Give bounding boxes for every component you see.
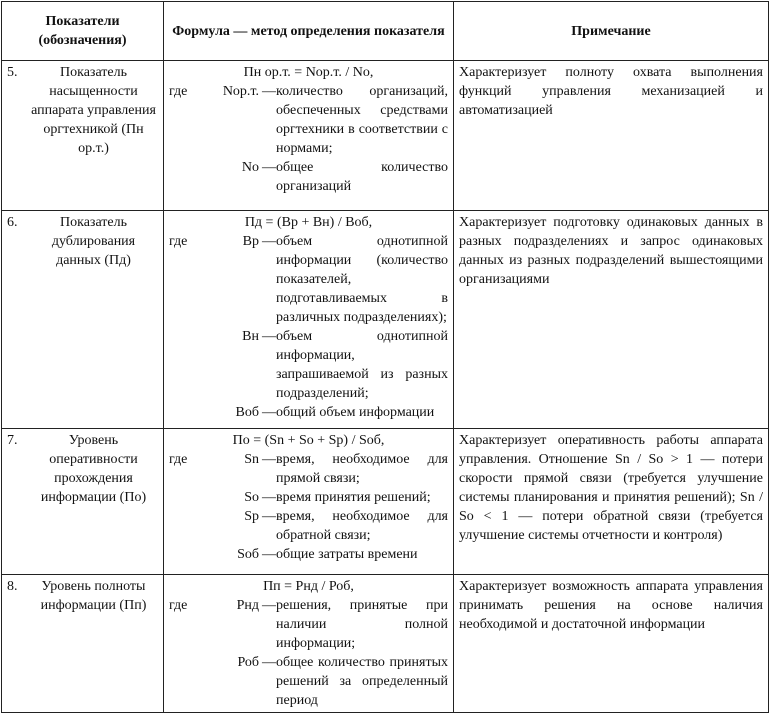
indicator bbox=[7, 63, 158, 158]
indicator-name: Уровень оперативности прохождения информации (По) bbox=[40, 433, 147, 505]
indicator-number: 5. bbox=[7, 65, 18, 80]
definition-symbol: Sоб bbox=[237, 547, 259, 562]
indicator-name: Показатель дублирования данных (Пд) bbox=[51, 215, 136, 268]
indicator bbox=[7, 213, 158, 270]
definition-symbol: Bоб bbox=[235, 405, 259, 420]
where-word bbox=[169, 158, 199, 196]
formula-definition bbox=[169, 507, 448, 545]
definition-symbol: Рнд bbox=[236, 598, 259, 613]
formula-definition bbox=[169, 158, 448, 196]
table-row bbox=[2, 61, 769, 211]
note-cell: Характеризует подготовку одинаковых данных в разных подразделениях и запрос одинаковых данных из разных подразделений вышестоящими организациями bbox=[454, 211, 769, 429]
formula: Пн ор.т. = Nор.т. / Nо, bbox=[243, 65, 374, 80]
indicator-number: 8. bbox=[7, 579, 18, 594]
formula-definition bbox=[169, 82, 448, 158]
header-indicators: Показатели (обозначения) bbox=[2, 2, 164, 61]
definition-dash: — bbox=[262, 234, 276, 249]
definition-text: общее количество организаций bbox=[276, 160, 448, 194]
definition-symbol: Bр bbox=[242, 234, 259, 249]
definition-symbol: Sp bbox=[244, 509, 259, 524]
definition-text: время принятия решений; bbox=[276, 490, 431, 505]
where-word bbox=[169, 327, 199, 403]
indicator-cell bbox=[2, 575, 164, 713]
definition-dash: — bbox=[262, 452, 276, 467]
formula: Пд = (Bр + Bн) / Bоб, bbox=[244, 215, 373, 230]
definition-dash: — bbox=[262, 160, 276, 175]
definition-text: общее количество принятых решений за определенный период bbox=[276, 655, 448, 708]
formula: Пп = Рнд / Роб, bbox=[263, 579, 354, 594]
formula-definition bbox=[169, 488, 448, 507]
definition-dash: — bbox=[262, 84, 276, 99]
definition-text: объем однотипной информации (количество показателей, подготавливаемых в различных подразделениях); bbox=[276, 234, 448, 325]
where-word: где bbox=[169, 234, 188, 249]
formula-definition bbox=[169, 232, 448, 327]
definition-symbol: Nор.т. bbox=[222, 84, 259, 99]
definition-dash: — bbox=[262, 490, 276, 505]
definition-dash: — bbox=[262, 598, 276, 613]
definition-symbol: So bbox=[244, 490, 259, 505]
table-row bbox=[2, 211, 769, 429]
definition-text: время, необходимое для обратной связи; bbox=[276, 509, 448, 543]
where-word bbox=[169, 507, 199, 545]
definition-text: общие затраты времени bbox=[276, 547, 418, 562]
formula-cell bbox=[164, 575, 454, 713]
definition-symbol: Sn bbox=[244, 452, 259, 467]
definition-text: количество организаций, обеспеченных средствами оргтехники в соответствии с нормами; bbox=[276, 84, 448, 156]
definition-dash: — bbox=[262, 405, 276, 420]
where-word bbox=[169, 403, 199, 422]
formula-cell bbox=[164, 429, 454, 575]
definition-text: объем однотипной информации, запрашиваемой из разных подразделений; bbox=[276, 329, 448, 401]
formula-definition bbox=[169, 653, 448, 710]
formula-definition bbox=[169, 327, 448, 403]
definition-symbol: Bн bbox=[242, 329, 259, 344]
definition-dash: — bbox=[262, 655, 276, 670]
formula-definition bbox=[169, 403, 448, 422]
indicator-number: 7. bbox=[7, 433, 18, 448]
table-row bbox=[2, 429, 769, 575]
formula-definition bbox=[169, 545, 448, 564]
indicators-table bbox=[1, 1, 769, 713]
formula-definition bbox=[169, 596, 448, 653]
formula-cell bbox=[164, 61, 454, 211]
indicator bbox=[7, 431, 158, 507]
where-word: где bbox=[169, 84, 188, 99]
formula-definition bbox=[169, 450, 448, 488]
indicator-name: Уровень полноты информации (Пп) bbox=[40, 579, 147, 613]
header-formula: Формула — метод определения показателя bbox=[164, 2, 454, 61]
where-word bbox=[169, 545, 199, 564]
formula-cell bbox=[164, 211, 454, 429]
note-cell: Характеризует оперативность работы аппарата управления. Отношение Sn / So > 1 — потери скорости прямой связи (требуется улучшение системы планирования и принятия решений); Sn / So < 1 — потери обратной связи (требуется улучшение системы отчетности и контроля) bbox=[454, 429, 769, 575]
definition-text: время, необходимое для прямой связи; bbox=[276, 452, 448, 486]
indicator-cell bbox=[2, 429, 164, 575]
indicator-cell bbox=[2, 61, 164, 211]
definition-text: общий объем информации bbox=[276, 405, 435, 420]
formula: По = (Sn + So + Sp) / Sоб, bbox=[232, 433, 385, 448]
note-cell: Характеризует полноту охвата выполнения функций управления механизацией и автоматизацией bbox=[454, 61, 769, 211]
definition-text: решения, принятые при наличии полной информации; bbox=[276, 598, 448, 651]
table-header-row bbox=[2, 2, 769, 61]
where-word bbox=[169, 488, 199, 507]
indicator-cell bbox=[2, 211, 164, 429]
where-word: где bbox=[169, 598, 188, 613]
header-note: Примечание bbox=[454, 2, 769, 61]
indicator-number: 6. bbox=[7, 215, 18, 230]
table-row bbox=[2, 575, 769, 713]
definition-dash: — bbox=[262, 509, 276, 524]
definition-symbol: Роб bbox=[237, 655, 259, 670]
note-cell: Характеризует возможность аппарата управления принимать решения на основе наличия необходимой и достаточной информации bbox=[454, 575, 769, 713]
indicator-name: Показатель насыщенности аппарата управления оргтехникой (Пн ор.т.) bbox=[31, 65, 156, 156]
definition-dash: — bbox=[262, 547, 276, 562]
definition-symbol: Nо bbox=[241, 160, 259, 175]
where-word bbox=[169, 653, 199, 710]
where-word: где bbox=[169, 452, 188, 467]
definition-dash: — bbox=[262, 329, 276, 344]
indicator bbox=[7, 577, 158, 615]
